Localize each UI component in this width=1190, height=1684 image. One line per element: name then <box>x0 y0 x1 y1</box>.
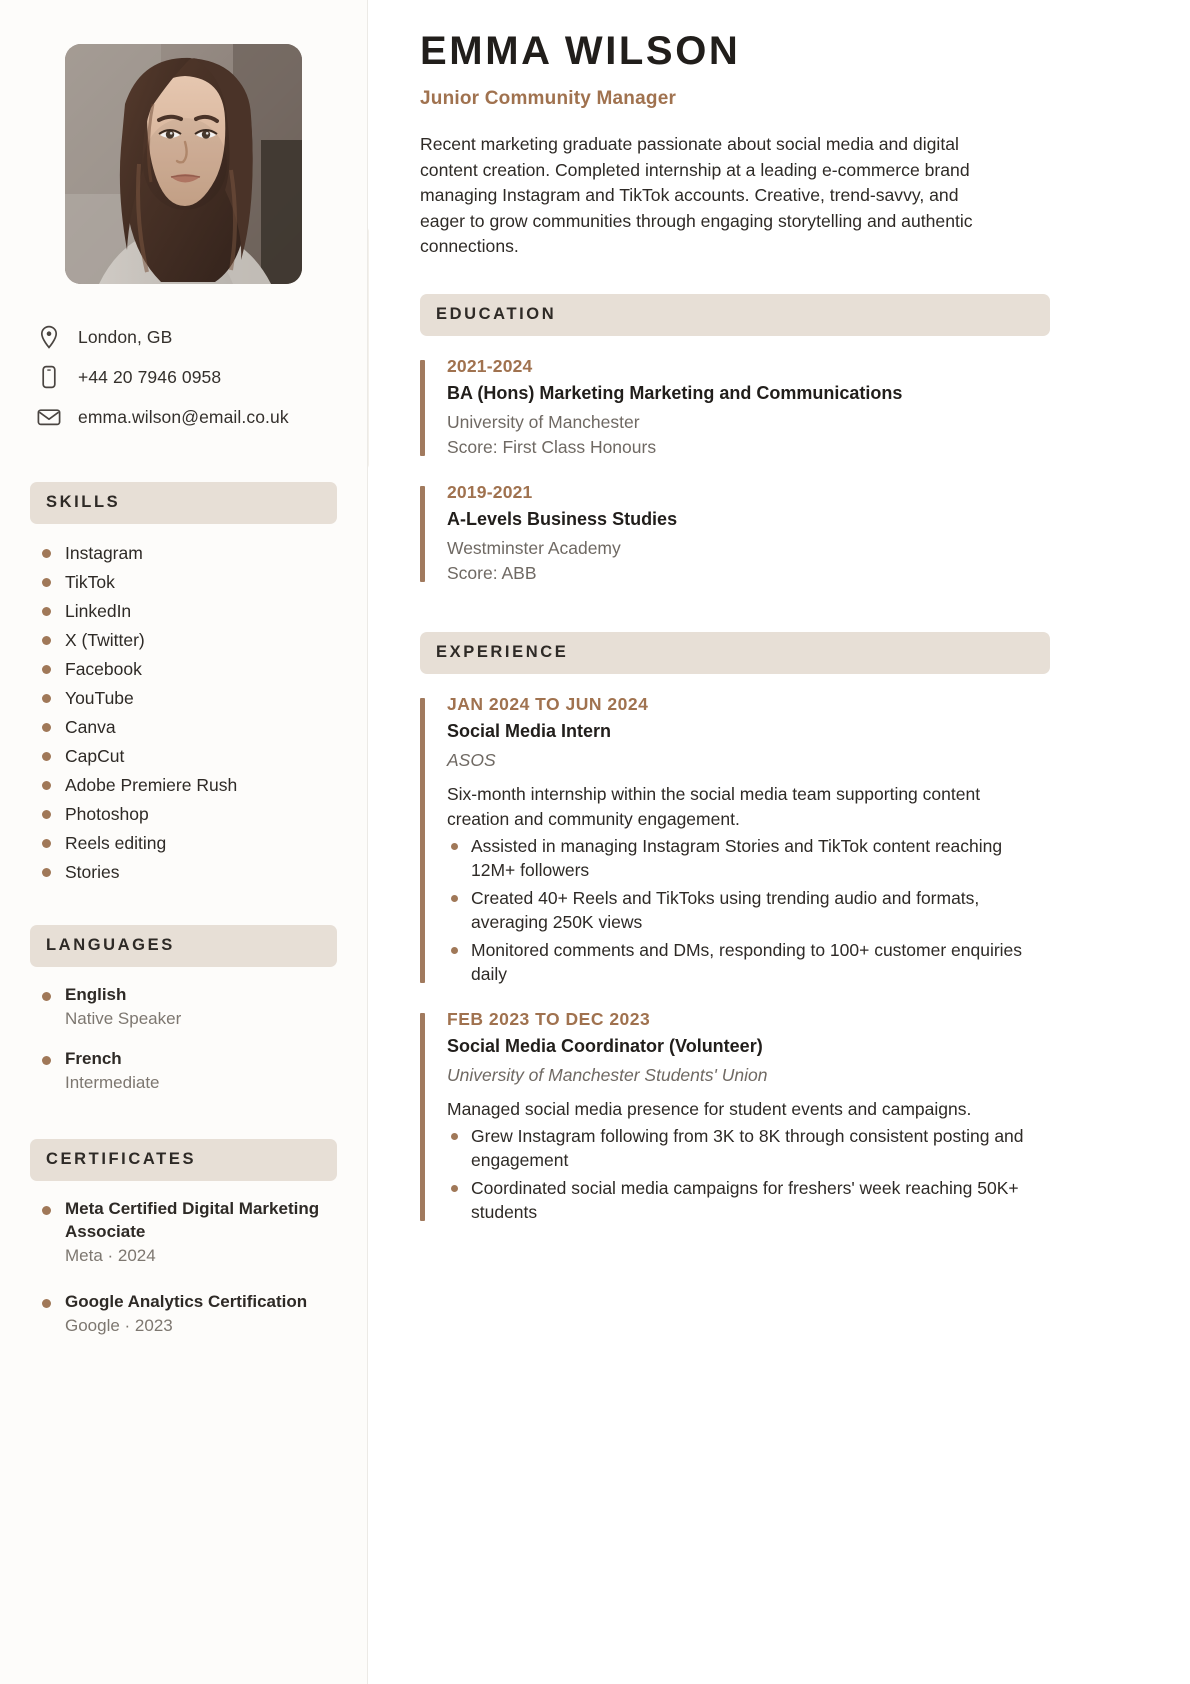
contact-email <box>36 404 337 430</box>
education-date: 2019-2021 <box>447 481 533 502</box>
list-item <box>42 859 337 885</box>
sidebar <box>0 0 368 1684</box>
experience-description: Six-month internship within the social media team supporting content creation and community engagement. <box>447 783 981 829</box>
education-degree: BA (Hons) Marketing Marketing and Communications <box>447 382 903 403</box>
skill-label: TikTok <box>65 572 115 592</box>
skills-title: SKILLS <box>46 493 121 511</box>
bullet-dot-icon <box>42 549 51 558</box>
list-item <box>42 772 337 798</box>
bullet-dot-icon <box>42 694 51 703</box>
bullet-dot-icon <box>42 1299 51 1308</box>
education-institution: Westminster Academy <box>447 537 621 558</box>
list-item: Assisted in managing Instagram Stories and TikTok content reaching 12M+ followers <box>447 834 1050 883</box>
phone-icon <box>36 364 62 390</box>
languages-title: LANGUAGES <box>46 936 175 954</box>
skill-label: CapCut <box>65 746 125 766</box>
certificates-title: CERTIFICATES <box>46 1150 197 1168</box>
contact-block <box>36 324 337 430</box>
experience-description: Managed social media presence for student events and campaigns. <box>447 1098 972 1119</box>
envelope-icon <box>36 404 62 430</box>
education-score: Score: ABB <box>447 562 537 583</box>
list-item <box>42 714 337 740</box>
bullet-dot-icon <box>42 810 51 819</box>
certificate-name: Google Analytics Certification <box>65 1292 308 1311</box>
education-degree: A-Levels Business Studies <box>447 508 678 529</box>
certificates-list <box>42 1197 337 1338</box>
list-item <box>42 685 337 711</box>
bullet-dot-icon <box>42 723 51 732</box>
skill-label: Instagram <box>65 543 143 563</box>
education-date: 2021-2024 <box>447 355 533 376</box>
bullet-dot-icon <box>42 839 51 848</box>
bullet-dot-icon <box>42 636 51 645</box>
experience-entry <box>420 1009 1050 1225</box>
list-item <box>42 1047 337 1095</box>
languages-section-header <box>30 925 337 967</box>
education-entry <box>420 482 1050 586</box>
skill-label: LinkedIn <box>65 601 132 621</box>
profile-photo <box>65 44 302 284</box>
experience-section-header <box>420 632 1050 674</box>
job-role: Junior Community Manager <box>420 88 677 109</box>
list-item: Monitored comments and DMs, responding to 100+ customer enquiries daily <box>447 938 1050 987</box>
skill-label: YouTube <box>65 688 134 708</box>
experience-bullets <box>447 1124 1050 1225</box>
education-entry <box>420 356 1050 460</box>
experience-job-title: Social Media Intern <box>447 720 612 741</box>
skills-list <box>42 540 337 885</box>
bullet-dot-icon <box>42 607 51 616</box>
experience-entry <box>420 694 1050 987</box>
education-section-header <box>420 294 1050 336</box>
experience-date: FEB 2023 TO DEC 2023 <box>447 1008 651 1029</box>
spacer <box>420 608 1050 632</box>
list-item <box>42 569 337 595</box>
experience-date: JAN 2024 TO JUN 2024 <box>447 693 649 714</box>
education-institution: University of Manchester <box>447 411 640 432</box>
bullet-dot-icon <box>42 665 51 674</box>
experience-job-title: Social Media Coordinator (Volunteer) <box>447 1035 763 1056</box>
list-item: Coordinated social media campaigns for freshers' week reaching 50K+ students <box>447 1176 1050 1225</box>
education-score: Score: First Class Honours <box>447 436 657 457</box>
skill-label: X (Twitter) <box>65 630 145 650</box>
contact-phone <box>36 364 337 390</box>
list-item <box>42 801 337 827</box>
certificates-section-header <box>30 1139 337 1181</box>
skill-label: Facebook <box>65 659 142 679</box>
list-item <box>42 656 337 682</box>
bullet-dot-icon <box>42 1056 51 1065</box>
bullet-dot-icon <box>42 868 51 877</box>
profile-photo-container <box>30 44 337 284</box>
skill-label: Reels editing <box>65 833 167 853</box>
bullet-dot-icon <box>42 578 51 587</box>
bullet-dot-icon <box>42 1206 51 1215</box>
list-item <box>42 540 337 566</box>
language-level: Intermediate <box>65 1073 160 1092</box>
list-item: Created 40+ Reels and TikToks using trending audio and formats, averaging 250K views <box>447 886 1050 935</box>
contact-location <box>36 324 337 350</box>
skills-section-header <box>30 482 337 524</box>
list-item <box>42 1197 337 1268</box>
certificate-name: Meta Certified Digital Marketing Associate <box>65 1199 320 1241</box>
skill-label: Adobe Premiere Rush <box>65 775 238 795</box>
education-title: EDUCATION <box>436 304 557 323</box>
list-item <box>42 627 337 653</box>
contact-phone-text: +44 20 7946 0958 <box>78 366 222 387</box>
list-item <box>42 598 337 624</box>
main-column <box>369 0 1190 1684</box>
skill-label: Photoshop <box>65 804 149 824</box>
list-item: Grew Instagram following from 3K to 8K through consistent posting and engagement <box>447 1124 1050 1173</box>
bullet-dot-icon <box>42 992 51 1001</box>
certificate-meta: Google · 2023 <box>65 1316 173 1335</box>
languages-list <box>42 983 337 1095</box>
experience-company: University of Manchester Students' Union <box>447 1064 768 1085</box>
experience-bullets <box>447 834 1050 987</box>
certificate-meta: Meta · 2024 <box>65 1246 156 1265</box>
list-item <box>42 1290 337 1338</box>
bullet-dot-icon <box>42 781 51 790</box>
list-item <box>42 743 337 769</box>
experience-company: ASOS <box>447 749 496 770</box>
skill-label: Canva <box>65 717 116 737</box>
language-name: English <box>65 985 127 1004</box>
profile-summary: Recent marketing graduate passionate about social media and digital content creation. Completed internship at a leading e-commerce brand managing Instagram and TikTok accounts. Creative, trend-savvy, and eager to grow communities through engaging storytelling and authentic connections. <box>420 134 973 256</box>
skill-label: Stories <box>65 862 120 882</box>
contact-email-text: emma.wilson@email.co.uk <box>78 406 289 427</box>
language-level: Native Speaker <box>65 1009 182 1028</box>
page-title: EMMA WILSON <box>420 29 741 73</box>
experience-title: EXPERIENCE <box>436 642 569 661</box>
location-pin-icon <box>36 324 62 350</box>
language-name: French <box>65 1049 122 1068</box>
list-item <box>42 830 337 856</box>
bullet-dot-icon <box>42 752 51 761</box>
list-item <box>42 983 337 1031</box>
contact-location-text: London, GB <box>78 326 173 347</box>
